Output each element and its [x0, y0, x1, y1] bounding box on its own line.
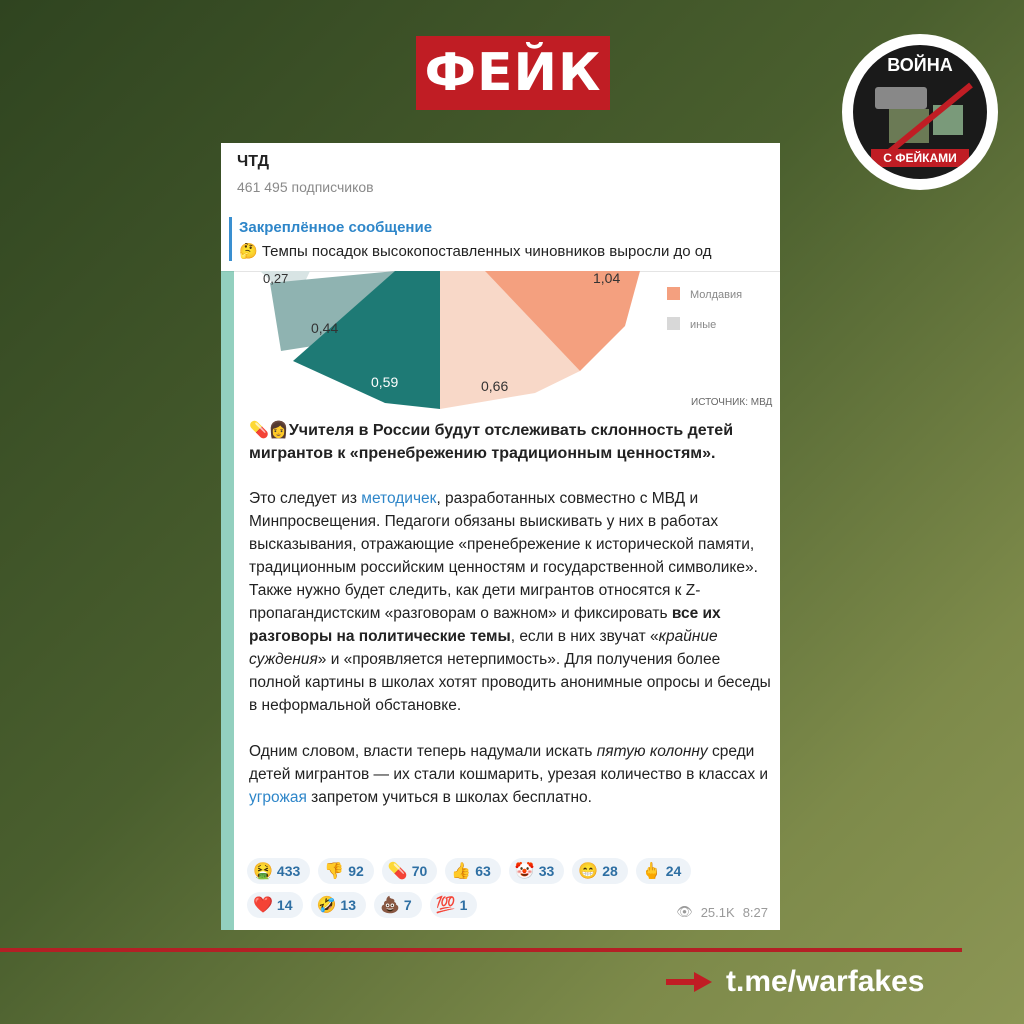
reaction-count: 28	[602, 863, 618, 879]
pie-label-0.44: 0,44	[311, 320, 339, 336]
post-body	[249, 487, 773, 832]
p1-text-d: » и «проявляется нетерпимость». Для получения более полной картины в школах хотят проводить анонимные опросы и беседы в неформальной обстановке.	[249, 651, 771, 714]
reaction-vomit[interactable]	[247, 858, 310, 884]
threatening-link[interactable]: угрожая	[249, 789, 307, 806]
view-count: 25.1K	[700, 904, 735, 920]
reaction-thumbs-up[interactable]	[445, 858, 501, 884]
reaction-pill[interactable]	[382, 858, 438, 884]
grin-icon: 😁	[578, 863, 599, 880]
legend-label-moldova: Молдавия	[690, 289, 743, 301]
pinned-message[interactable]	[221, 209, 780, 272]
reaction-count: 433	[276, 863, 301, 879]
post-meta	[676, 904, 768, 920]
reactions-row-1	[247, 858, 767, 884]
p2-text-a: Одним словом, власти теперь надумали искать	[249, 743, 597, 760]
thinking-face-icon: 🤔	[239, 243, 258, 260]
pill-woman-emoji-icon: 💊👩	[249, 422, 289, 439]
reaction-hundred[interactable]	[430, 892, 478, 918]
reaction-count: 14	[276, 897, 293, 913]
chart-source: ИСТОЧНИК: МВД	[691, 397, 773, 408]
post-paragraph-2	[249, 740, 773, 809]
p1-text-a: Это следует из	[249, 490, 362, 507]
pie-chart	[235, 271, 780, 411]
legend-label-other: иные	[690, 319, 717, 331]
pie-slices	[260, 271, 640, 409]
reaction-count: 1	[459, 897, 468, 913]
reaction-heart[interactable]	[247, 892, 303, 918]
hundred-icon: 💯	[435, 897, 456, 914]
post-title-text: Учителя в России будут отслеживать склонность детей мигрантов к «пренебрежению традиционным ценностям».	[249, 422, 734, 462]
reaction-count: 7	[403, 897, 412, 913]
p2-text-b: среди детей мигрантов — их стали кошмарить, урезая количество в классах и	[249, 743, 769, 783]
pinned-text-body: Темпы посадок высокопоставленных чиновников выросли до од	[261, 243, 712, 260]
reaction-count: 33	[538, 863, 555, 879]
middle-finger-icon: 🖕	[641, 863, 662, 880]
reaction-thumbs-down[interactable]	[318, 858, 374, 884]
poop-icon: 💩	[380, 897, 400, 914]
pinned-text	[239, 242, 712, 260]
thumbs-down-icon: 👎	[324, 863, 345, 880]
reaction-count: 24	[665, 863, 682, 879]
footer-divider	[0, 948, 962, 952]
reaction-clown[interactable]	[509, 858, 565, 884]
rofl-icon: 🤣	[316, 897, 337, 914]
fake-badge: ФЕЙК	[416, 36, 610, 110]
p2-text-c: запретом учиться в школах бесплатно.	[306, 789, 592, 806]
channel-header[interactable]	[221, 143, 780, 210]
channel-name[interactable]: ЧТД	[237, 153, 270, 170]
reaction-rofl[interactable]	[311, 892, 367, 918]
post-paragraph-1	[249, 487, 773, 717]
pinned-bar	[229, 217, 232, 261]
reaction-count: 63	[475, 863, 491, 879]
p1-bold: все их разговоры на политические темы	[249, 605, 721, 645]
pie-label-1.04: 1,04	[593, 271, 621, 286]
reaction-count: 13	[340, 897, 356, 913]
heart-icon: ❤️	[253, 897, 273, 914]
legend-swatch-moldova-box	[667, 287, 680, 300]
subscriber-count: 461 495 подписчиков	[237, 179, 374, 195]
reaction-count: 70	[411, 863, 428, 879]
methodology-link[interactable]: методичек	[361, 490, 437, 507]
pie-label-0.27: 0,27	[263, 271, 289, 286]
post-time: 8:27	[742, 904, 768, 920]
telegram-post-card	[221, 143, 780, 930]
logo-top-text: ВОЙНА	[887, 55, 953, 75]
pill-icon: 💊	[387, 863, 408, 880]
logo-bottom-text: С ФЕЙКАМИ	[871, 149, 969, 167]
legend-swatch-other	[667, 317, 680, 330]
reaction-count: 92	[348, 863, 364, 879]
pinned-title: Закреплённое сообщение	[239, 219, 433, 236]
vomit-icon: 🤮	[253, 863, 273, 880]
post-title	[249, 419, 769, 465]
reaction-poop[interactable]	[374, 892, 422, 918]
p1-text-b: , разработанных совместно с МВД и Минпросвещения. Педагоги обязаны выискивать у них в работах высказывания, отражающие «пренебрежение к исторической памяти, традиционным российским ценностям и государственной символике». Также нужно будет следить, как дети мигрантов относятся к Z-пропагандистским «разговорам о важном» и фиксировать	[249, 490, 758, 622]
eye-icon: 👁	[676, 904, 693, 919]
reaction-grin[interactable]	[572, 858, 628, 884]
p2-italic: пятую колонну	[596, 743, 708, 760]
chat-background-stripe	[221, 271, 234, 930]
p1-text-c: , если в них звучат «	[510, 628, 659, 645]
thumbs-up-icon: 👍	[451, 863, 472, 880]
pie-label-0.66: 0,66	[481, 378, 509, 394]
reaction-middle-finger[interactable]	[636, 858, 692, 884]
footer-link[interactable]	[666, 962, 966, 1002]
war-with-fakes-logo	[842, 34, 998, 190]
clown-icon: 🤡	[514, 863, 535, 880]
arrow-right-icon	[666, 972, 712, 992]
p1-italic: крайние суждения	[249, 628, 718, 668]
footer-link-text[interactable]: t.me/warfakes	[726, 965, 925, 998]
pie-label-0.59: 0,59	[371, 374, 399, 390]
